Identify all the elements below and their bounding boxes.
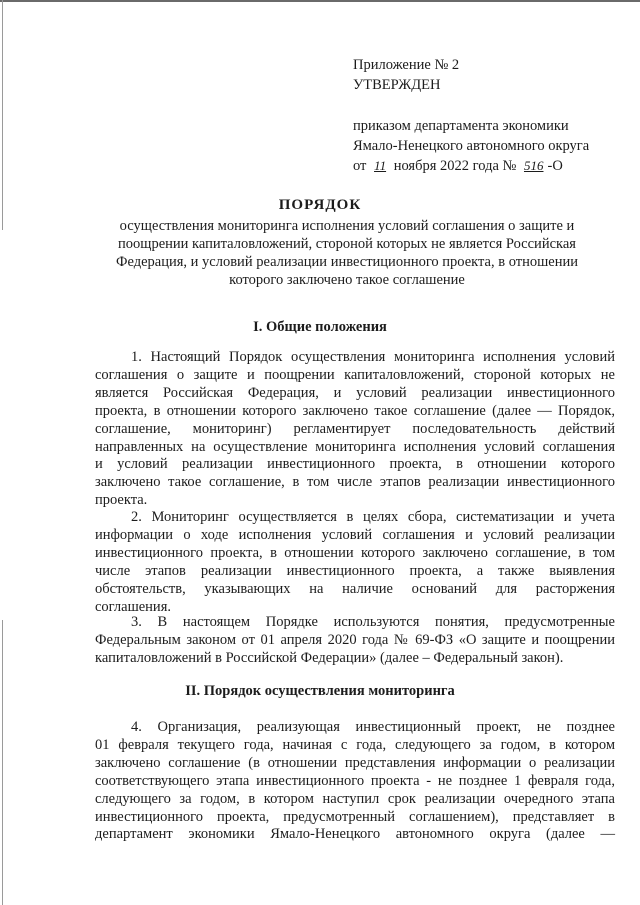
paragraph-line: Федеральным законом от 01 апреля 2020 года № 69-ФЗ «О защите и поощрении xyxy=(95,631,615,648)
paragraph-line: инвестиционного проекта, предусмотренный соглашением), представляет в xyxy=(95,808,615,825)
section-heading-procedure: II. Порядок осуществления мониторинга xyxy=(185,683,455,699)
paragraph-line: проекта. xyxy=(95,492,148,509)
paragraph-line: и условий реализации инвестиционного проекта, в отношении которого xyxy=(95,456,615,473)
paragraph-line: информации о ходе исполнения условий соглашения и условий реализации xyxy=(95,526,615,543)
paragraph-line: 4. Организация, реализующая инвестиционный проект, не позднее xyxy=(131,719,615,735)
subtitle-line: которого заключено такое соглашение xyxy=(229,272,465,288)
approval-block xyxy=(353,55,633,176)
date-prefix: от xyxy=(353,158,367,174)
paragraph-line: проекта, в отношении которого заключено такое соглашение (далее — Порядок, xyxy=(95,402,615,419)
handwritten-order-number: 516 xyxy=(523,158,544,173)
document-subtitle xyxy=(92,217,602,289)
paragraph-line: 1. Настоящий Порядок осуществления мониторинга исполнения условий xyxy=(131,349,615,365)
paragraph-line: соответствующего этапа инвестиционного проекта - не позднее 1 февраля года, xyxy=(95,772,615,789)
paragraph-line: 3. В настоящем Порядке используются понятия, предусмотренные xyxy=(131,614,615,630)
document-title: ПОРЯДОК xyxy=(278,197,362,213)
paragraph-line: инвестиционного проекта, в отношении которого заключено соглашение, в том xyxy=(95,544,615,561)
paragraph-line: департамент экономики Ямало-Ненецкого автономного округа (далее — xyxy=(95,826,615,843)
scan-edge-left xyxy=(2,620,3,905)
order-line-1: приказом департамента экономики xyxy=(353,118,569,134)
appendix-label: Приложение № 2 xyxy=(353,57,460,73)
paragraph-line: числе этапов реализации инвестиционного проекта, а также выявления xyxy=(95,562,615,579)
paragraph-line: капиталовложений в Российской Федерации» (далее – Федеральный закон). xyxy=(95,649,564,666)
scan-edge-top xyxy=(0,0,640,2)
handwritten-day: 11 xyxy=(374,158,387,173)
date-rest: ноября 2022 года № xyxy=(393,158,517,174)
order-line-2: Ямало-Ненецкого автономного округа xyxy=(353,138,590,154)
subtitle-line: Федерация, и условий реализации инвестиционного проекта, в отношении xyxy=(116,254,578,270)
subtitle-line: поощрении капиталовложений, стороной которых не является Российская xyxy=(118,236,576,252)
paragraph-line: является Российская Федерация, и условий реализации инвестиционного xyxy=(95,384,615,401)
order-date-line xyxy=(353,156,633,176)
paragraph-line: направленных на осуществление мониторинга исполнения условий соглашения xyxy=(95,438,615,455)
approved-label: УТВЕРЖДЕН xyxy=(353,77,441,93)
paragraph-line: заключено такое соглашение, в том числе этапов реализации инвестиционного xyxy=(95,474,615,491)
paragraph-3 xyxy=(95,614,615,668)
scan-edge-left xyxy=(2,0,3,230)
paragraph-line: соглашения о защите и поощрении капиталовложений, стороной которых не xyxy=(95,366,615,383)
paragraph-line: заключено соглашение (в отношении представления информации о реализации xyxy=(95,754,615,771)
paragraph-line: соглашения. xyxy=(95,598,171,615)
paragraph-line: следующего за годом, в котором наступил срок реализации очередного этапа xyxy=(95,790,615,807)
order-suffix: -О xyxy=(547,158,563,174)
paragraph-4 xyxy=(95,719,615,844)
paragraph-line: обстоятельств, указывающих на наличие оснований для расторжения xyxy=(95,580,615,597)
paragraph-line: 2. Мониторинг осуществляется в целях сбора, систематизации и учета xyxy=(131,509,615,525)
paragraph-2 xyxy=(95,509,615,616)
paragraph-line: соглашение, мониторинг) регламентирует последовательность действий xyxy=(95,420,615,437)
paragraph-1 xyxy=(95,349,615,510)
subtitle-line: осуществления мониторинга исполнения условий соглашения о защите и xyxy=(119,218,575,234)
section-heading-general: I. Общие положения xyxy=(253,319,387,335)
paragraph-line: 01 февраля текущего года, начиная с года, следующего за годом, в котором xyxy=(95,736,615,753)
